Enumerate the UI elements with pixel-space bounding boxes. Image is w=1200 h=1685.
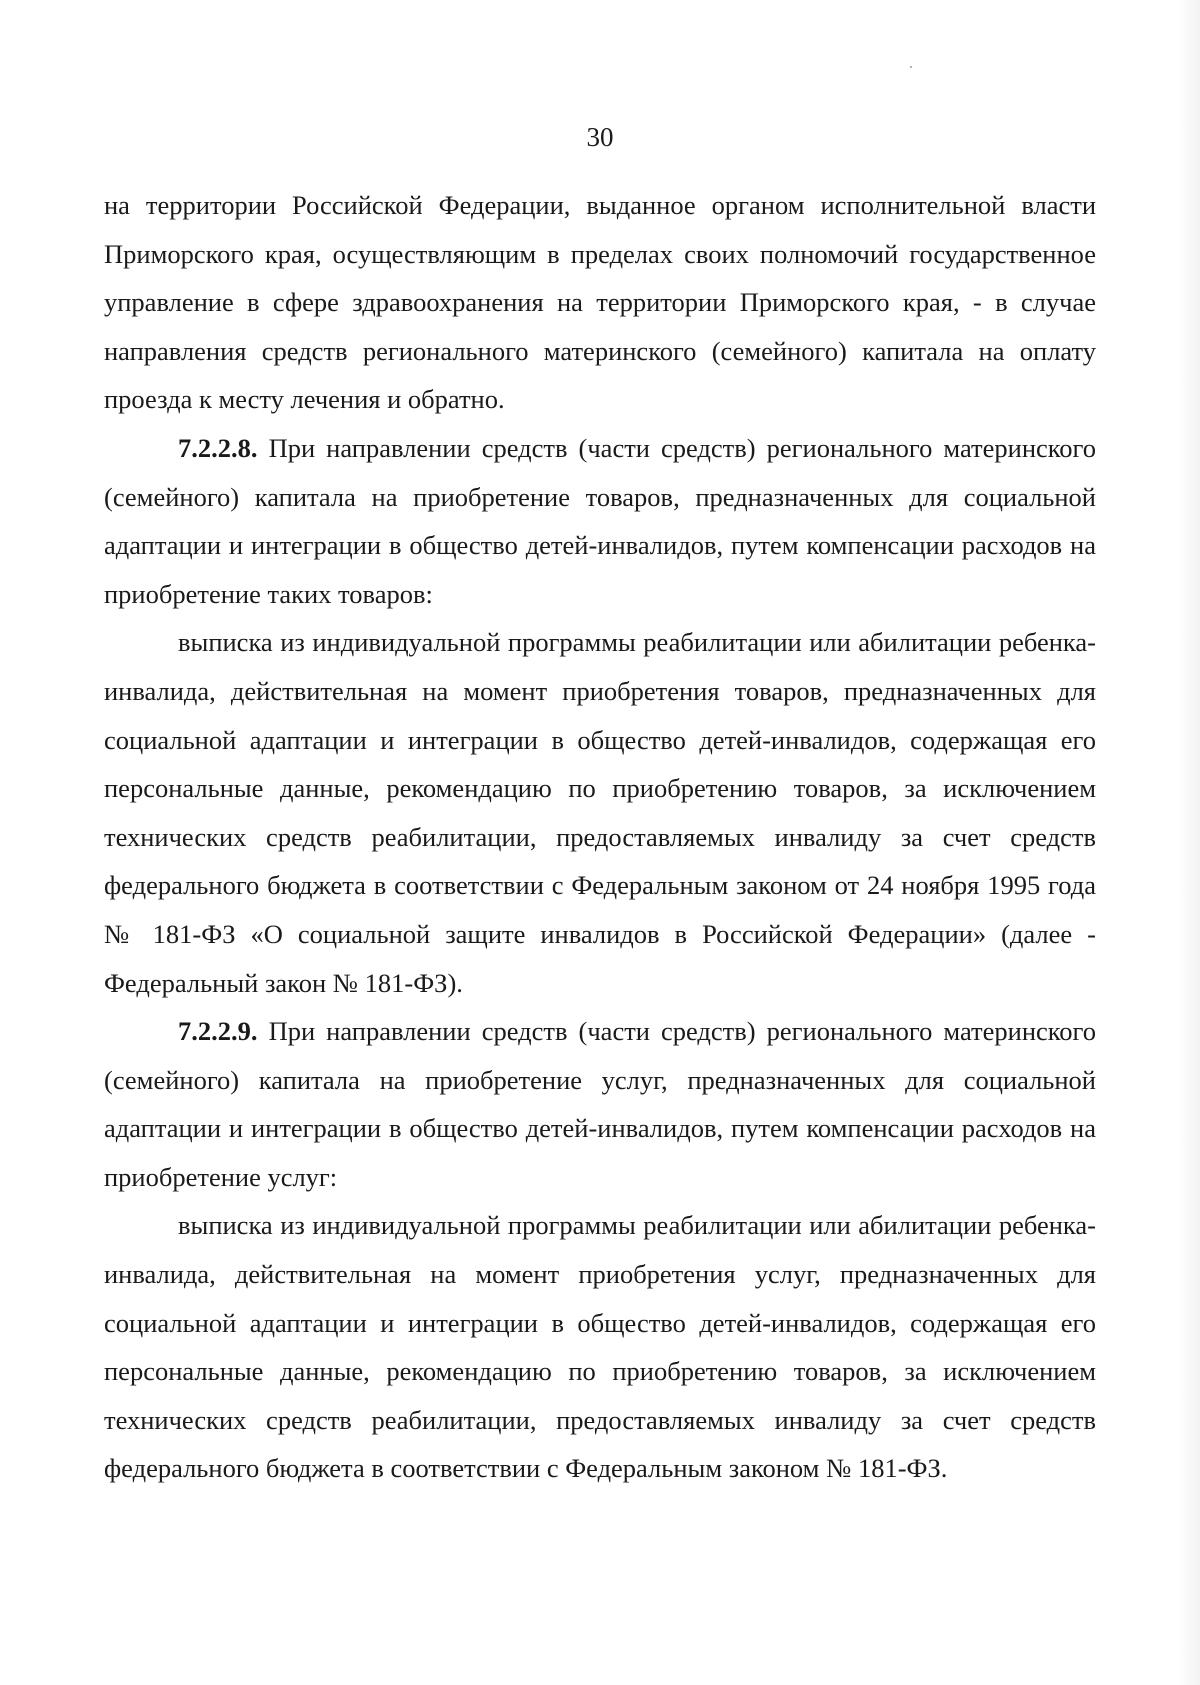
paragraph-7-2-2-9 <box>104 1007 1096 1201</box>
scan-speck <box>910 66 912 68</box>
scan-edge-shadow <box>1178 0 1200 1685</box>
clause-text: При направлении средств (части средств) регионального материнского (семейного) капитала на приобретение товаров, предназначенных для социальной адаптации и интеграции в общество детей-инвалидов, путем компенсации расходов на приобретение таких товаров: <box>104 432 1097 609</box>
paragraph-extract-goods: выписка из индивидуальной программы реабилитации или абилитации ребенка-инвалида, действительная на момент приобретения товаров, предназначенных для социальной адаптации и интеграции в общество детей-инвалидов, содержащая его персональные данные, рекомендацию по приобретению товаров, за исключением технических средств реабилитации, предоставляемых инвалиду за счет средств федерального бюджета в соответствии с Федеральным законом от 24 ноября 1995 года № 181-ФЗ «О социальной защите инвалидов в Российской Федерации» (далее - Федеральный закон № 181-ФЗ). <box>104 627 1096 998</box>
page-number: 30 <box>586 122 614 152</box>
clause-number: 7.2.2.9. <box>178 1016 258 1047</box>
paragraph-continuation: на территории Российской Федерации, выданное органом исполнительной власти Приморского края, осуществляющим в пределах своих полномочий государственное управление в сфере здравоохранения на территории Приморского края, - в случае направления средств регионального материнского (семейного) капитала на оплату проезда к месту лечения и обратно. <box>104 190 1096 415</box>
paragraph-7-2-2-8 <box>104 424 1096 618</box>
paragraph-extract-services: выписка из индивидуальной программы реабилитации или абилитации ребенка-инвалида, действительная на момент приобретения услуг, предназначенных для социальной адаптации и интеграции в общество детей-инвалидов, содержащая его персональные данные, рекомендацию по приобретению товаров, за исключением технических средств реабилитации, предоставляемых инвалиду за счет средств федерального бюджета в соответствии с Федеральным законом № 181-ФЗ. <box>104 1210 1096 1484</box>
document-body <box>104 181 1096 1493</box>
clause-text: При направлении средств (части средств) регионального материнского (семейного) капитала на приобретение услуг, предназначенных для социальной адаптации и интеграции в общество детей-инвалидов, путем компенсации расходов на приобретение услуг: <box>104 1016 1097 1192</box>
clause-number: 7.2.2.8. <box>178 432 258 463</box>
